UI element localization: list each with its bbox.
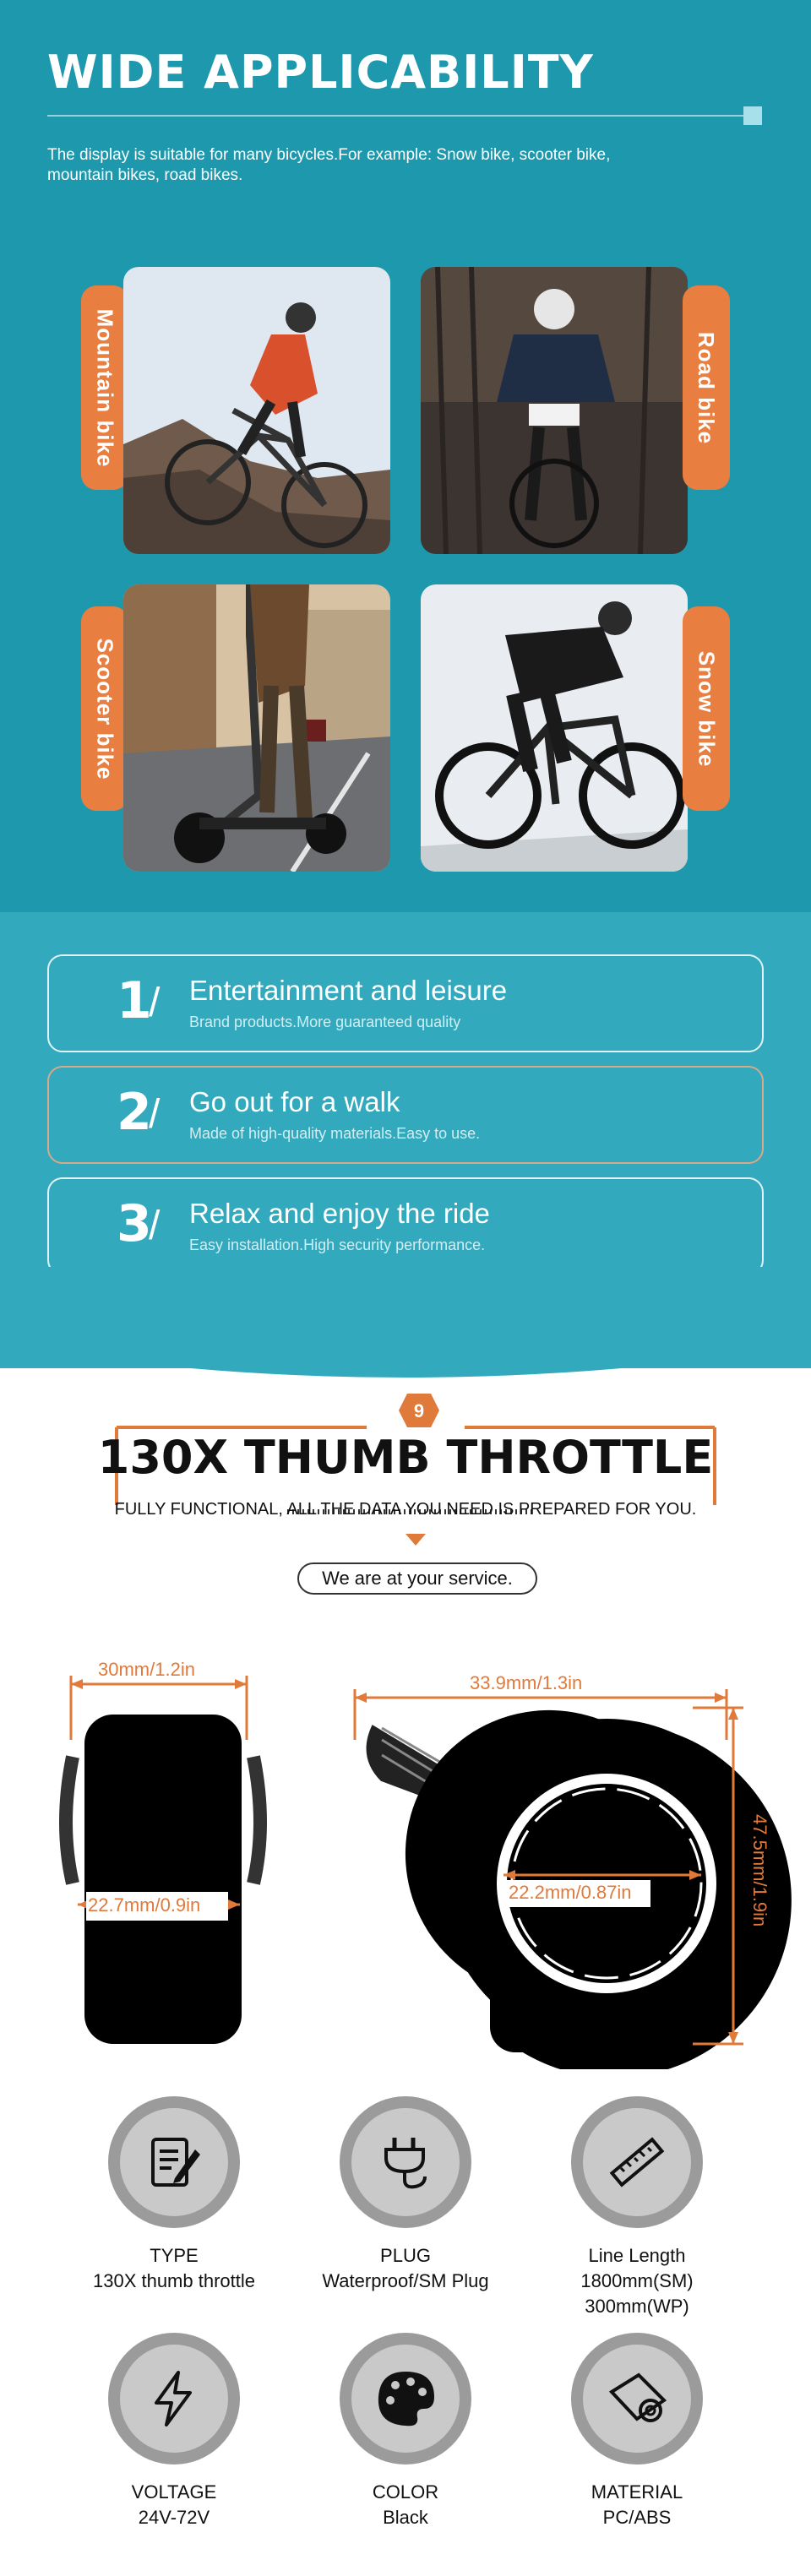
spec-label: VOLTAGE (131, 2481, 217, 2503)
dimension-drawing (0, 1630, 811, 2069)
lightning-icon (108, 2333, 240, 2465)
spec-color (279, 2333, 532, 2530)
material-roll-icon (571, 2333, 703, 2465)
spec-value: 130X thumb throttle (92, 2270, 255, 2291)
spec-label: PLUG (380, 2245, 431, 2266)
spec-value: 1800mm(SM) (580, 2270, 694, 2291)
tag-label: Snow bike (694, 650, 720, 767)
feature-title: Go out for a walk (189, 1086, 400, 1117)
spec-type (47, 2096, 301, 2294)
section-description: The display is suitable for many bicycles.For example: Snow bike, scooter bike, mountain bikes, road bikes. (47, 146, 611, 184)
palette-icon (340, 2333, 471, 2465)
title-underline (47, 115, 748, 117)
tag-snow-bike (683, 606, 730, 811)
throttle-header (0, 1385, 811, 1554)
throttle-drawing (0, 1630, 811, 2069)
feature-card-2 (47, 1066, 764, 1164)
dim-side-width: 30mm/1.2in (98, 1659, 195, 1680)
feature-title: Relax and enjoy the ride (189, 1198, 490, 1229)
photo-snow-bike (421, 584, 688, 872)
dim-front-width: 33.9mm/1.3in (470, 1672, 583, 1693)
throttle-subtitle: FULLY FUNCTIONAL, ALL THE DATA YOU NEED IS PREPARED FOR YOU. (114, 1500, 697, 1519)
photo-scooter-bike (123, 584, 390, 872)
feature-number: 2 (117, 1083, 152, 1142)
spec-line-length (510, 2096, 764, 2319)
service-pill: We are at your service. (297, 1562, 537, 1595)
wide-applicability-section (0, 0, 811, 912)
wave-divider (0, 1267, 811, 1394)
dim-side-inner: 22.7mm/0.9in (88, 1894, 201, 1916)
tag-label: Scooter bike (92, 637, 118, 780)
feature-slash: / (149, 1092, 161, 1137)
spec-value: Black (383, 2507, 428, 2528)
feature-title: Entertainment and leisure (189, 975, 508, 1006)
spec-label: MATERIAL (591, 2481, 683, 2503)
section-title: WIDE APPLICABILITY (47, 46, 594, 99)
spec-label: COLOR (372, 2481, 439, 2503)
throttle-title: 130X THUMB THROTTLE (97, 1431, 714, 1484)
feature-slash: / (149, 981, 161, 1025)
feature-subtitle: Made of high-quality materials.Easy to use. (189, 1125, 481, 1142)
feature-number: 1 (117, 971, 152, 1030)
spec-value: PC/ABS (602, 2507, 672, 2528)
tag-label: Road bike (694, 331, 720, 444)
dim-front-height: 47.5mm/1.9in (749, 1814, 770, 1927)
tag-mountain-bike (81, 285, 128, 490)
spec-plug (279, 2096, 532, 2294)
photo-mountain-bike (123, 267, 390, 554)
feature-number: 3 (117, 1194, 152, 1253)
feature-card-3 (47, 1177, 764, 1275)
tag-road-bike (683, 285, 730, 490)
ruler-icon (571, 2096, 703, 2228)
badge-number: 9 (413, 1400, 425, 1421)
spec-value: 24V-72V (138, 2507, 210, 2528)
spec-label: TYPE (150, 2245, 199, 2266)
feature-card-1 (47, 954, 764, 1052)
feature-subtitle: Easy installation.High security performance. (189, 1236, 486, 1253)
plug-icon (340, 2096, 471, 2228)
spec-voltage (47, 2333, 301, 2530)
spec-value-2: 300mm(WP) (585, 2296, 689, 2317)
spec-label: Line Length (588, 2245, 686, 2266)
tag-scooter-bike (81, 606, 128, 811)
feature-subtitle: Brand products.More guaranteed quality (189, 1014, 461, 1030)
badge-9 (399, 1392, 439, 1429)
tag-label: Mountain bike (92, 308, 118, 467)
spec-value: Waterproof/SM Plug (322, 2270, 489, 2291)
feature-slash: / (149, 1204, 161, 1248)
decorative-square (743, 106, 762, 125)
spec-material (510, 2333, 764, 2530)
photo-road-bike (421, 267, 688, 554)
document-icon (108, 2096, 240, 2228)
dim-front-inner: 22.2mm/0.87in (509, 1882, 632, 1903)
